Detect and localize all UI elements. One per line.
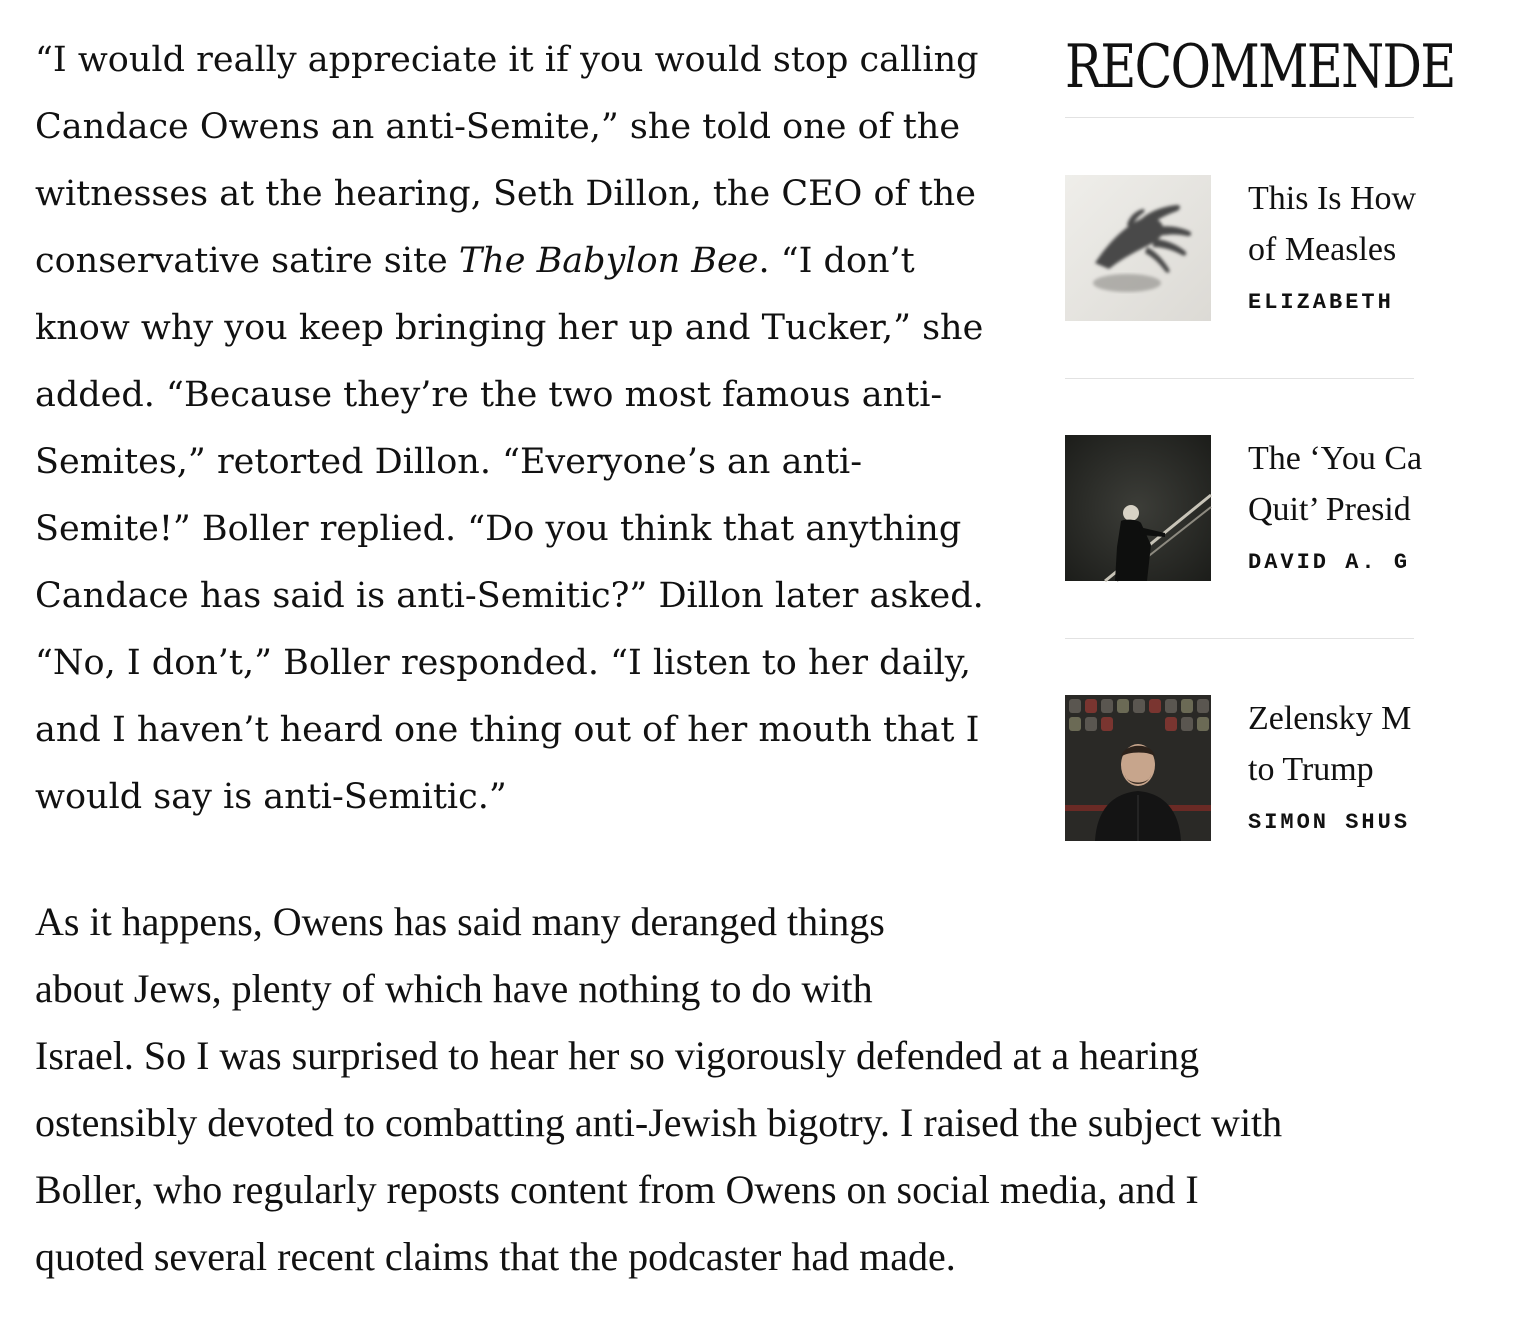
para-1-text-b: . “I don’t know why you keep bringing her up and Tucker,” she added. “Because they’re the two most famous anti-Semites,” retorted Dillon. “Everyone’s an anti-Semite!” Boller replied. “Do you think that anything Candace has said is anti-Semitic?” Dillon later asked. “No, I don’t,” Boller responded. “I listen to her daily, and I haven’t heard one thing out of her mouth that I would say is anti-Semitic.”: [35, 241, 984, 817]
title-line: Zelensky M: [1248, 700, 1412, 737]
para-2-line: about Jews, plenty of which have nothing to do with: [35, 966, 873, 1011]
para-2-line: Boller, who regularly reposts content from Owens on social media, and I: [35, 1167, 1199, 1212]
hand-shadow-image[interactable]: [1065, 175, 1211, 321]
title-line: of Measles: [1248, 231, 1397, 268]
recommended-title[interactable]: [1248, 173, 1528, 275]
para-2-line: As it happens, Owens has said many deranged things: [35, 899, 885, 944]
publication-name: The Babylon Bee: [458, 241, 759, 281]
title-line: to Trump: [1248, 751, 1374, 788]
recommended-item[interactable]: [1065, 695, 1414, 841]
divider: [1065, 117, 1414, 118]
article-paragraph-1: [35, 27, 1015, 831]
recommended-title[interactable]: [1248, 433, 1528, 535]
zelensky-portrait-image[interactable]: [1065, 695, 1211, 841]
title-line: The ‘You Ca: [1248, 440, 1423, 477]
recommended-author: ELIZABETH: [1248, 290, 1394, 315]
recommended-title[interactable]: [1248, 693, 1528, 795]
recommended-item[interactable]: [1065, 435, 1423, 581]
title-line: Quit’ Presid: [1248, 491, 1411, 528]
divider: [1065, 638, 1414, 639]
para-2-line: quoted several recent claims that the podcaster had made.: [35, 1234, 956, 1279]
recommended-author: DAVID A. G: [1248, 550, 1411, 575]
man-on-stairs-image[interactable]: [1065, 435, 1211, 581]
recommended-author: SIMON SHUS: [1248, 810, 1411, 835]
recommended-item[interactable]: [1065, 175, 1417, 321]
para-2-line: Israel. So I was surprised to hear her so vigorously defended at a hearing: [35, 1033, 1200, 1078]
recommended-heading: RECOMMENDE: [1065, 32, 1455, 102]
para-2-line: ostensibly devoted to combatting anti-Jewish bigotry. I raised the subject with: [35, 1100, 1283, 1145]
title-line: This Is How: [1248, 180, 1417, 217]
para-1-text-a: “I would really appreciate it if you would stop calling Candace Owens an anti-Semite,” she told one of the witnesses at the hearing, Seth Dillon, the CEO of the conservative satire site: [35, 40, 979, 281]
divider: [1065, 378, 1414, 379]
